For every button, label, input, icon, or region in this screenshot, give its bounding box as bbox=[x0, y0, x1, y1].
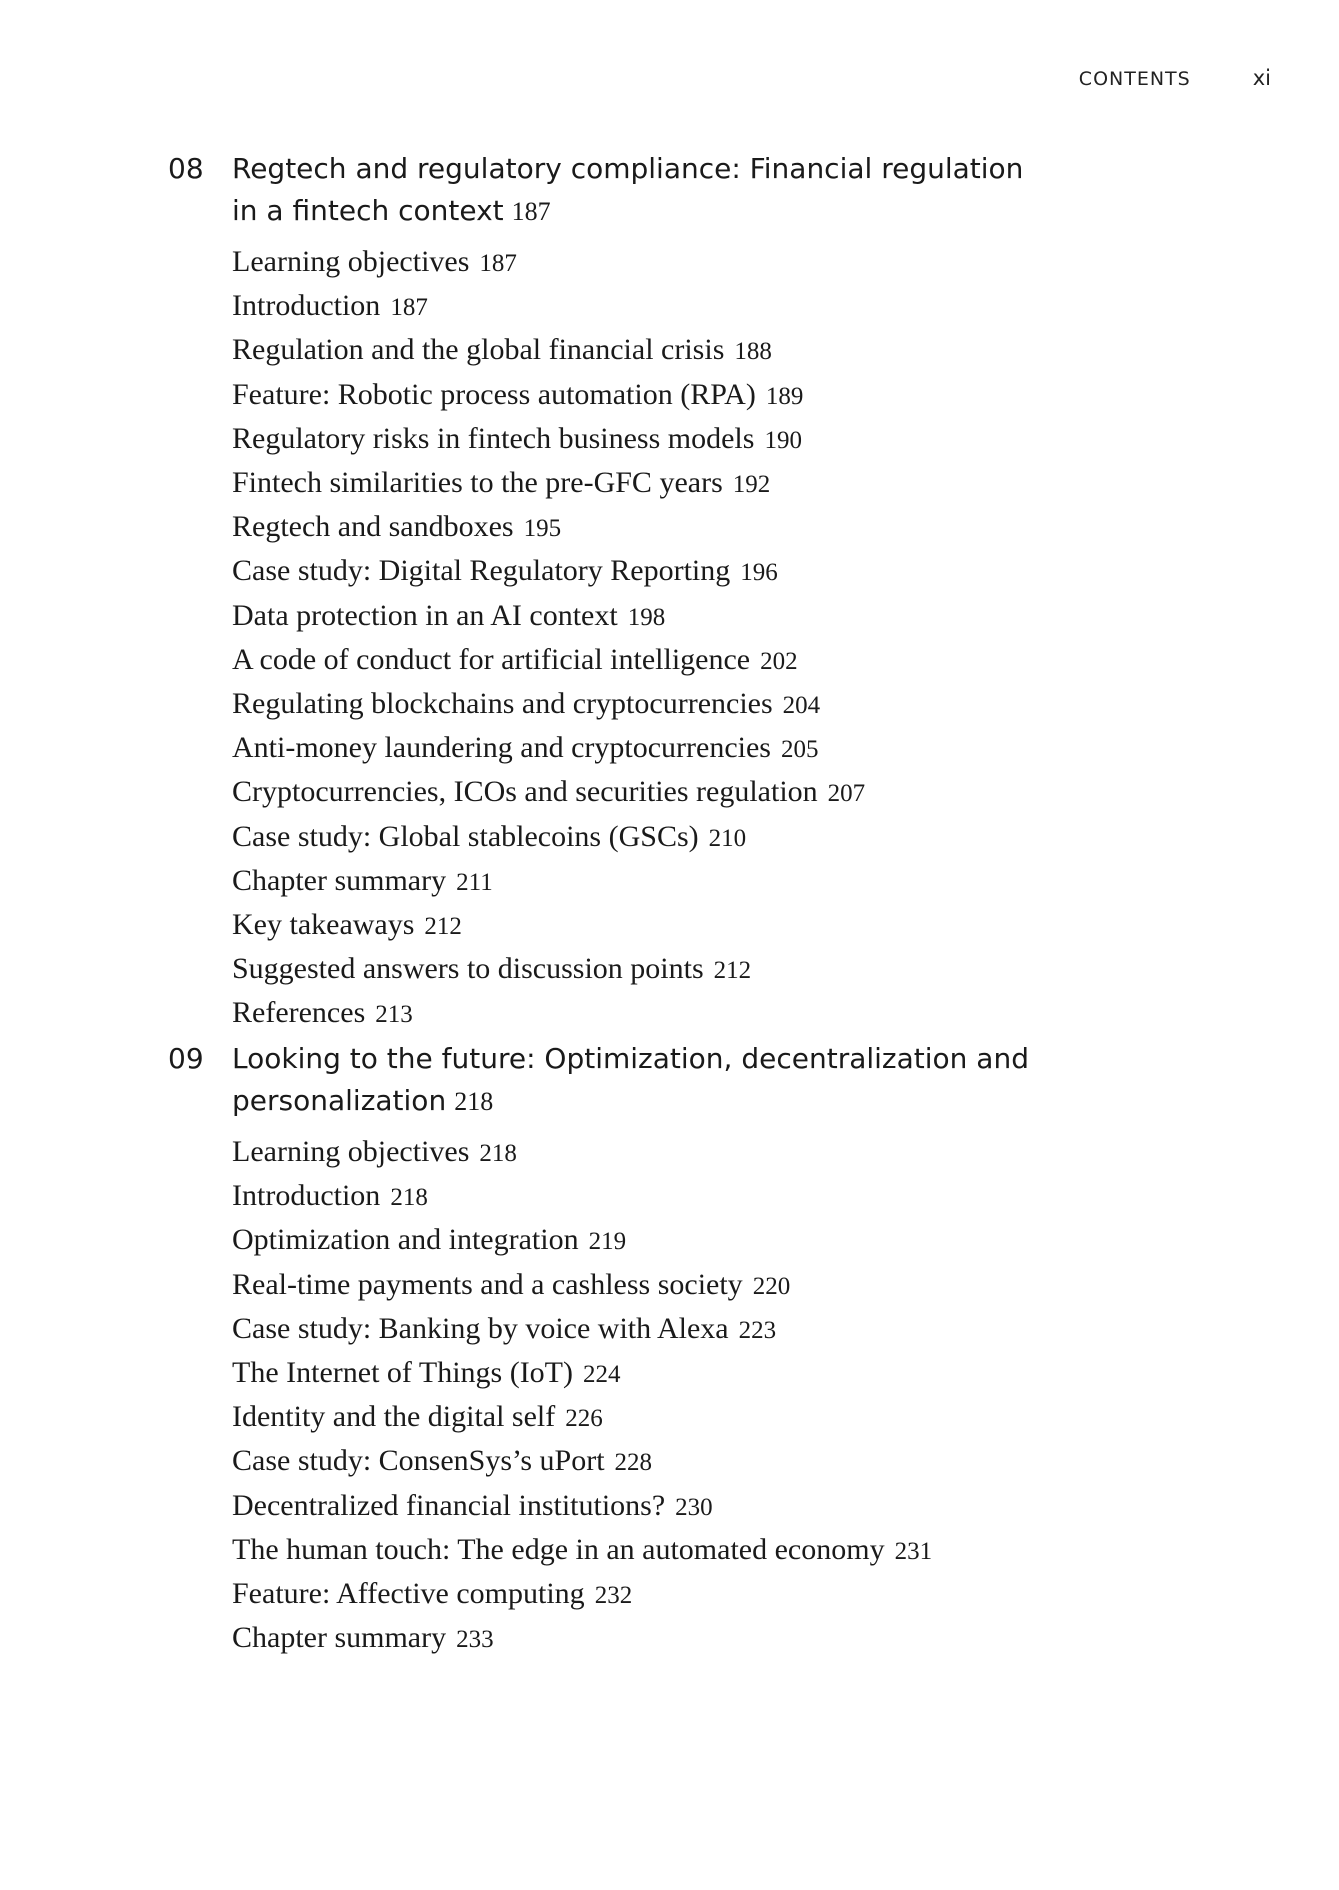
toc-entry-page: 226 bbox=[565, 1405, 603, 1433]
toc-entry-page: 198 bbox=[627, 603, 666, 631]
chapter-08 bbox=[168, 148, 1168, 1037]
toc-entry-label: Key takeaways bbox=[232, 908, 415, 942]
toc-entry[interactable] bbox=[232, 595, 1168, 639]
chapter-entries bbox=[232, 1131, 1168, 1661]
toc-entry-label: Case study: Banking by voice with Alexa bbox=[232, 1311, 729, 1345]
running-head bbox=[1079, 66, 1271, 90]
toc-entry-label: Feature: Robotic process automation (RPA) bbox=[232, 377, 756, 411]
toc-entry[interactable] bbox=[232, 1308, 1168, 1352]
toc-entry-label: Anti-money laundering and cryptocurrencies bbox=[232, 731, 771, 765]
chapter-number: 09 bbox=[168, 1042, 204, 1075]
toc-entry-page: 233 bbox=[456, 1626, 494, 1654]
toc-entry[interactable] bbox=[232, 1131, 1168, 1175]
chapter-page-number: 187 bbox=[511, 197, 551, 226]
chapter-title: Looking to the future: Optimization, decentralization and personalization bbox=[232, 1042, 1029, 1117]
toc-entry-label: Decentralized financial institutions? bbox=[232, 1488, 666, 1522]
toc-entry-page: 223 bbox=[738, 1316, 777, 1344]
toc-entry-page: 211 bbox=[456, 868, 493, 896]
toc-entry-label: Learning objectives bbox=[232, 1135, 470, 1168]
toc-entry-page: 210 bbox=[708, 824, 747, 852]
toc-entry-page: 218 bbox=[479, 1140, 517, 1167]
running-head-title: CONTENTS bbox=[1078, 68, 1191, 90]
toc-entry[interactable] bbox=[232, 1529, 1168, 1573]
toc-entry-page: 190 bbox=[764, 426, 802, 454]
toc-entry-label: Fintech similarities to the pre-GFC years bbox=[232, 466, 723, 500]
toc-entry-page: 220 bbox=[752, 1272, 791, 1300]
toc-entry[interactable] bbox=[232, 374, 1168, 418]
toc-entry-label: References bbox=[232, 996, 366, 1030]
toc-entry-page: 189 bbox=[765, 382, 804, 410]
toc-entry-label: Data protection in an AI context bbox=[232, 598, 618, 632]
chapter-09 bbox=[168, 1038, 1168, 1661]
toc-entry-page: 192 bbox=[732, 471, 771, 499]
chapter-heading[interactable] bbox=[168, 1038, 1168, 1123]
toc-entry[interactable] bbox=[232, 992, 1168, 1036]
toc-entry-page: 231 bbox=[894, 1537, 933, 1565]
toc-entry[interactable] bbox=[232, 241, 1168, 285]
toc-entry[interactable] bbox=[232, 1396, 1168, 1440]
chapter-entries bbox=[232, 241, 1168, 1037]
toc-entry-page: 213 bbox=[375, 1001, 413, 1029]
toc-entry-page: 187 bbox=[479, 250, 517, 277]
toc-entry-label: Identity and the digital self bbox=[232, 1400, 556, 1434]
toc-entry-label: The human touch: The edge in an automated economy bbox=[232, 1532, 885, 1566]
toc-entry-label: Suggested answers to discussion points bbox=[232, 952, 704, 986]
toc-entry[interactable] bbox=[232, 1573, 1168, 1617]
toc-entry-page: 205 bbox=[780, 736, 819, 764]
toc-entry-page: 195 bbox=[523, 515, 562, 543]
toc-entry[interactable] bbox=[232, 727, 1168, 771]
toc-entry-page: 224 bbox=[583, 1361, 621, 1389]
toc-entry-label: Feature: Affective computing bbox=[232, 1577, 585, 1611]
toc-entry-page: 228 bbox=[614, 1449, 653, 1477]
toc-entry[interactable] bbox=[232, 904, 1168, 948]
chapter-number: 08 bbox=[168, 152, 204, 185]
toc-entry-page: 187 bbox=[390, 294, 428, 322]
toc-entry[interactable] bbox=[232, 418, 1168, 462]
toc-entry-label: Case study: Digital Regulatory Reporting bbox=[232, 554, 731, 588]
toc-entry-page: 232 bbox=[594, 1582, 633, 1610]
toc-entry-page: 219 bbox=[588, 1228, 627, 1256]
toc-entry-label: Regulatory risks in fintech business models bbox=[232, 421, 755, 455]
chapter-title: Regtech and regulatory compliance: Financial regulation in a fintech context bbox=[232, 152, 1024, 227]
toc-entry-label: Regulation and the global financial crisis bbox=[232, 333, 725, 367]
toc-entry[interactable] bbox=[232, 1485, 1168, 1529]
toc-entry-label: Case study: Global stablecoins (GSCs) bbox=[232, 819, 699, 853]
toc-entry-label: Case study: ConsenSys’s uPort bbox=[232, 1444, 605, 1478]
toc-entry-page: 188 bbox=[734, 338, 772, 366]
toc-entry-page: 196 bbox=[740, 559, 778, 587]
toc-entry-label: Introduction bbox=[232, 1179, 381, 1213]
toc-entry[interactable] bbox=[232, 860, 1168, 904]
toc-entry-label: Real-time payments and a cashless society bbox=[232, 1267, 743, 1301]
toc-entry-page: 204 bbox=[782, 692, 821, 720]
toc-entry-label: Optimization and integration bbox=[232, 1223, 579, 1257]
toc-entry[interactable] bbox=[232, 1617, 1168, 1661]
toc-entry[interactable] bbox=[232, 1264, 1168, 1308]
toc-entry[interactable] bbox=[232, 462, 1168, 506]
toc-entry[interactable] bbox=[232, 285, 1168, 329]
toc-entry-page: 230 bbox=[675, 1493, 713, 1521]
toc-entry[interactable] bbox=[232, 771, 1168, 815]
toc-entry-label: Regulating blockchains and cryptocurrencies bbox=[232, 687, 773, 721]
toc-entry[interactable] bbox=[232, 683, 1168, 727]
toc-entry[interactable] bbox=[232, 1440, 1168, 1484]
toc-entry-label: Chapter summary bbox=[232, 1621, 447, 1655]
toc-entry-label: Chapter summary bbox=[232, 863, 447, 897]
toc-entry-label: A code of conduct for artificial intelligence bbox=[232, 642, 751, 676]
chapter-heading[interactable] bbox=[168, 148, 1168, 233]
toc-entry[interactable] bbox=[232, 506, 1168, 550]
toc-entry[interactable] bbox=[232, 550, 1168, 594]
toc-entry-page: 212 bbox=[424, 913, 462, 941]
toc-entry-label: Learning objectives bbox=[232, 245, 470, 278]
toc-entry[interactable] bbox=[232, 948, 1168, 992]
toc-entry-page: 218 bbox=[390, 1184, 428, 1212]
toc-entry[interactable] bbox=[232, 1219, 1168, 1263]
toc-entry-label: Cryptocurrencies, ICOs and securities regulation bbox=[232, 775, 818, 809]
toc-entry-page: 212 bbox=[713, 957, 752, 985]
toc-entry[interactable] bbox=[232, 639, 1168, 683]
toc-entry-page: 202 bbox=[760, 647, 798, 675]
toc-entry[interactable] bbox=[232, 1175, 1168, 1219]
toc-entry-label: Regtech and sandboxes bbox=[232, 510, 514, 544]
toc-entry[interactable] bbox=[232, 816, 1168, 860]
toc-entry-label: Introduction bbox=[232, 289, 381, 323]
toc-entry-label: The Internet of Things (IoT) bbox=[232, 1356, 574, 1390]
chapter-page-number: 218 bbox=[454, 1087, 494, 1116]
toc-entry[interactable] bbox=[232, 329, 1168, 373]
running-head-page-number: xi bbox=[1252, 66, 1271, 90]
toc-entry[interactable] bbox=[232, 1352, 1168, 1396]
toc-entry-page: 207 bbox=[827, 780, 866, 808]
